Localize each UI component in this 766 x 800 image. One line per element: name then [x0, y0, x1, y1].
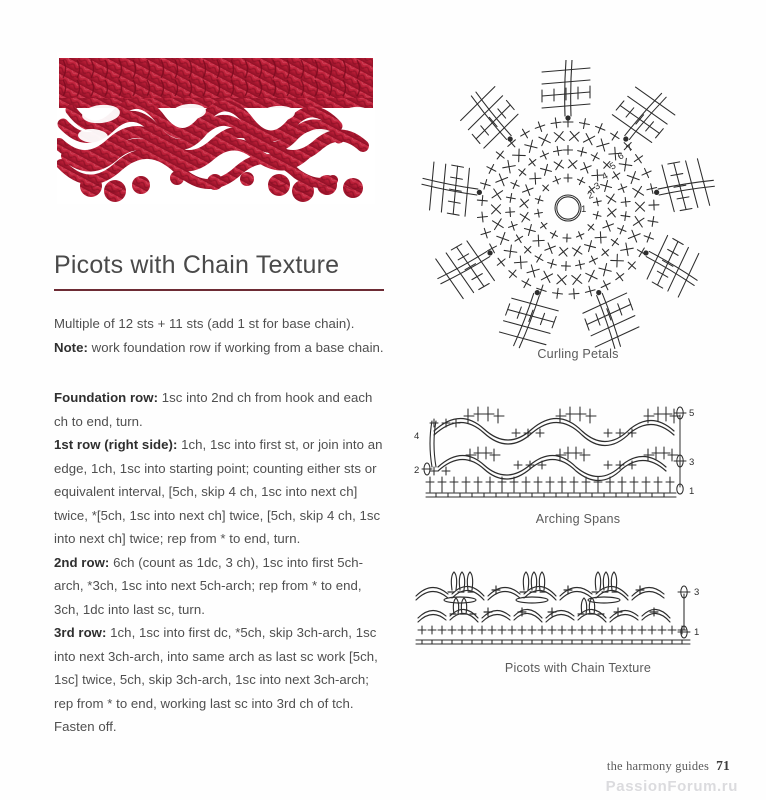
title-divider [54, 289, 384, 291]
note-label: Note: [54, 339, 88, 355]
caption-curling-petals: Curling Petals [537, 347, 619, 361]
round-label-5: 5 [608, 160, 619, 173]
chart-curling-petals [408, 60, 748, 361]
page-title: Picots with Chain Texture [54, 251, 340, 279]
caption-picots-chain-texture: Picots with Chain Texture [504, 661, 652, 675]
round-label-6: 6 [615, 150, 627, 163]
chart-arching-spans [408, 389, 748, 526]
row-label-4: 4 [414, 431, 420, 442]
instruction-text: 1sc into 2nd ch from hook and each ch to end, turn. [54, 390, 373, 429]
instruction-text: Fasten off. [54, 719, 117, 734]
instruction-row [54, 386, 388, 433]
round-label-3: 3 [592, 180, 603, 193]
row-label-3: 3 [689, 457, 695, 468]
page-footer [607, 758, 730, 774]
instruction-row [54, 433, 388, 551]
picots-chain-texture-diagram [408, 552, 728, 648]
right-column [408, 60, 748, 675]
instruction-label: 2nd row: [54, 554, 110, 570]
swatch-illustration [57, 52, 375, 204]
watermark: PassionForum.ru [605, 778, 738, 795]
row-number-labels [694, 587, 699, 638]
round-label-7: 7 [624, 142, 636, 155]
instruction-row [54, 715, 388, 739]
instruction-text: 1ch, 1sc into first st, or join into an edge, 1ch, 1sc into starting point; counting either sts or equivalent interval, [5ch, skip 4 ch, 1sc into next ch] twice, *[5ch, 1sc into next ch] twice, [5ch, skip 4 ch, 1sc into next ch] twice; rep from * to end, turn. [54, 437, 383, 546]
row-label-1: 1 [694, 627, 700, 638]
instruction-label: 3rd row: [54, 625, 107, 640]
row-label-1: 1 [689, 486, 695, 497]
instruction-row [54, 621, 388, 715]
instruction-label: 1st row (right side): [54, 437, 178, 452]
note-line [54, 336, 386, 360]
instruction-text: 1ch, 1sc into first dc, *5ch, skip 3ch-arch, 1sc into next 3ch-arch, into same arch as last sc work [5ch, 1sc] twice, 5ch, skip 3ch-arch, 1sc into next 3ch-arch; rep from * to end, working last sc into 3rd ch of tch. [54, 625, 378, 711]
book-title: the harmony guides [606, 759, 710, 773]
instruction-label: Foundation row: [54, 390, 159, 405]
chart-picots-chain-texture [408, 552, 748, 675]
instruction-row [54, 551, 388, 622]
caption-arching-spans: Arching Spans [535, 512, 621, 526]
multiple-line: Multiple of 12 sts + 11 sts (add 1 st for base chain). [54, 316, 355, 331]
instruction-text: 6ch (count as 1dc, 3 ch), 1sc into first 5ch-arch, *3ch, 1sc into next 5ch-arch; rep from * to end, 3ch, 1dc into last sc, turn. [54, 554, 364, 617]
intro-block [54, 312, 386, 359]
round-label-4: 4 [600, 170, 611, 183]
page-number: 71 [716, 758, 730, 773]
arching-spans-diagram [408, 389, 728, 501]
row-label-5: 5 [689, 408, 695, 419]
curling-petals-diagram [408, 60, 728, 350]
round-label-1: 1 [581, 204, 587, 215]
instructions-block [54, 386, 388, 739]
row-label-3: 3 [694, 587, 700, 598]
crochet-swatch-photo [57, 52, 375, 204]
row-label-2: 2 [414, 465, 420, 476]
note-text: work foundation row if working from a base chain. [87, 339, 384, 355]
round-label-2: 2 [586, 189, 596, 202]
left-column [50, 52, 385, 739]
